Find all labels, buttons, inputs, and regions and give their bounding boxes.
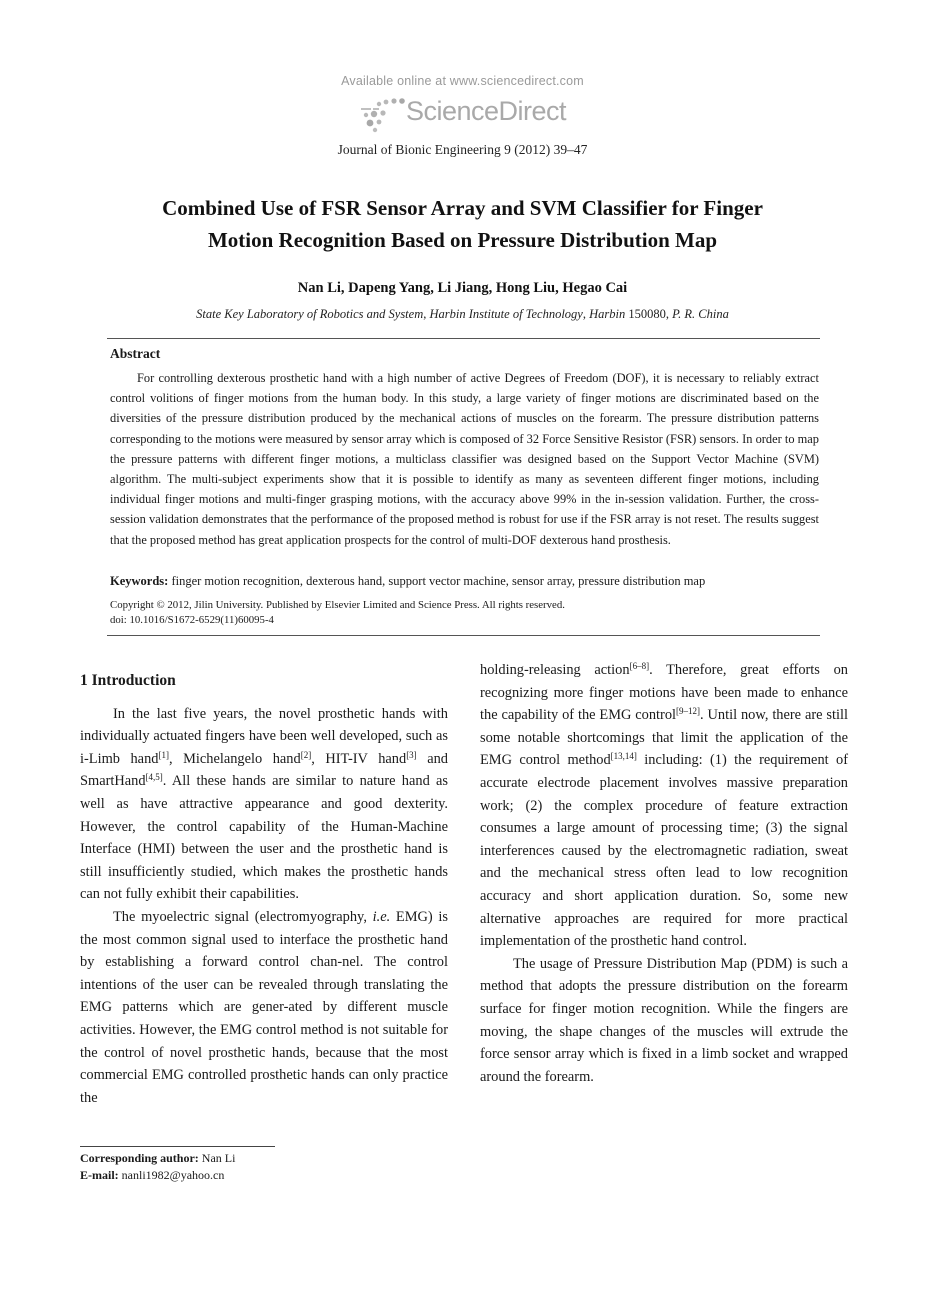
doi[interactable]: doi: 10.1016/S1672-6529(11)60095-4 [110,614,274,626]
affiliation-city: Harbin [589,307,626,321]
title-line-1: Combined Use of FSR Sensor Array and SVM Classifier for Finger [162,196,763,220]
abstract-bottom-divider [107,635,820,636]
citation-ref[interactable]: [6–8] [629,661,650,671]
intro-paragraph-1: In the last five years, the novel prosthetic hands with individually actuated fingers have been well developed, such as i-Limb hand[1], Michelangelo hand[2], HIT-IV hand[3] and SmartHand[4,5]. All these hands are similar to nature hand as well as have attractive appearance and good dexterity. However, the control capability of the Human-Machine Interface (HMI) between the user and the prosthetic hand is still insufficiently studied, which makes the prosthetic hands can not fully exhibit their capabilities. [80,705,448,903]
citation-ref[interactable]: [3] [406,749,417,760]
affiliation-institute: Harbin Institute of Technology [429,307,583,321]
footnote-divider [80,1146,275,1147]
sciencedirect-logo-icon [355,94,411,134]
corresponding-author-name: Nan Li [201,1151,236,1165]
available-online-text[interactable]: Available online at www.sciencedirect.com [341,74,584,88]
citation-ref[interactable]: [2] [300,749,312,760]
copyright-notice: Copyright © 2012, Jilin University. Published by Elsevier Limited and Science Press. All rights reserved. [110,599,565,611]
title-line-2: Motion Recognition Based on Pressure Distribution Map [207,228,718,252]
abstract-text: For controlling dexterous prosthetic hand with a high number of active Degrees of Freedom (DOF), it is necessary to reliably extract control volitions of finger motions from the human body. In this study, a large variety of finger motions are discriminated based on the diversities of the pressure distribution produced by the mechanical actions of muscles on the forearm. The pressure distribution patterns corresponding to the motions were measured by sensor array which is composed of 32 Force Sensitive Resistor (FSR) sensors. In order to map the pressure patterns with different finger motions, a multiclass classifier was designed based on the Support Vector Machine (SVM) algorithm. The multi-subject experiments show that it is possible to identify as many as seventeen different finger motions, including individual finger motions and multi-finger grasping motions, with the accuracy above 99% in the in-session validation. Further, the cross-session validation demonstrates that the performance of the proposed method is robust for use if the FSR array is not reset. The results suggest that the proposed method has great application prospects for the control of multi-DOF dexterous hand prosthesis. [110,371,819,547]
keywords-list: finger motion recognition, dexterous hand, support vector machine, sensor array, pressure distribution map [171,574,706,588]
affiliation: State Key Laboratory of Robotics and System, Harbin Institute of Technology, Harbin 150080, P. R. China [196,307,729,321]
affiliation-country: P. R. China [672,307,729,321]
publisher-header [0,74,925,136]
corresponding-author-label: Corresponding author: [80,1151,199,1165]
section-heading-introduction: 1 Introduction [80,672,176,689]
copyright-block [110,598,819,628]
left-column [80,668,448,1109]
citation-ref[interactable]: [13,14] [610,751,637,762]
email-address[interactable]: nanli1982@yahoo.cn [121,1167,225,1182]
intro-paragraph-2: The myoelectric signal (electromyography, i.e. EMG) is the most common signal used to interface the prosthetic hand by establishing a forward control chan-nel. The control intentions of the user can be revealed through translating the EMG patterns which are gener-ated by different muscle activities. However, the EMG control method is not suitable for the control of novel prosthetic hands, because that the most commercial EMG controlled prosthetic hands can only practice the [80,908,448,1106]
abstract-heading: Abstract [110,346,161,361]
intro-paragraph-2-continued: holding-releasing action[6–8]. Therefore, great efforts on recognizing more finger motions have been made to enhance the capability of the EMG control[9–12]. Until now, there are still some notable shortcomings that limit the application of the EMG control method[13,14] including: (1) the requirement of accurate electrode placement involves massive preparation work; (2) the complex procedure of feature extraction consumes a large amount of processing time; (3) the signal interferences caused by the electromagnetic radiation, sweat and the mechanical stress often lead to low recognition accuracy and short application duration. So, some new alternative approaches are required for more practical implementation of the prosthetic hand control. [480,661,848,950]
journal-reference: Journal of Bionic Engineering 9 (2012) 39–47 [337,142,588,157]
logo-text: ScienceDirect [406,96,567,126]
citation-ref[interactable]: [9–12] [676,706,701,717]
abstract-top-divider [107,338,820,339]
keywords-label: Keywords: [110,574,169,588]
right-column [480,659,848,1088]
intro-paragraph-3: The usage of Pressure Distribution Map (PDM) is such a method that adopts the pressure distribution on the forearm surface for finger motion recognition. While the fingers are moving, the shape changes of the muscles will extrude the force sensor array which is fixed in a limb socket and wrapped around the forearm. [480,955,848,1085]
citation-ref[interactable]: [1] [158,749,169,760]
corresponding-author-footnote [80,1150,235,1183]
paper-title [60,192,865,256]
sciencedirect-logo[interactable] [0,92,925,136]
email-label: E-mail: [80,1167,119,1182]
citation-ref[interactable]: [4,5] [145,772,163,783]
affiliation-lab: State Key Laboratory of Robotics and System [196,307,424,321]
author-list: Nan Li, Dapeng Yang, Li Jiang, Hong Liu, Hegao Cai [297,280,628,296]
keywords [110,574,819,589]
affiliation-postcode: 150080, [628,307,669,321]
